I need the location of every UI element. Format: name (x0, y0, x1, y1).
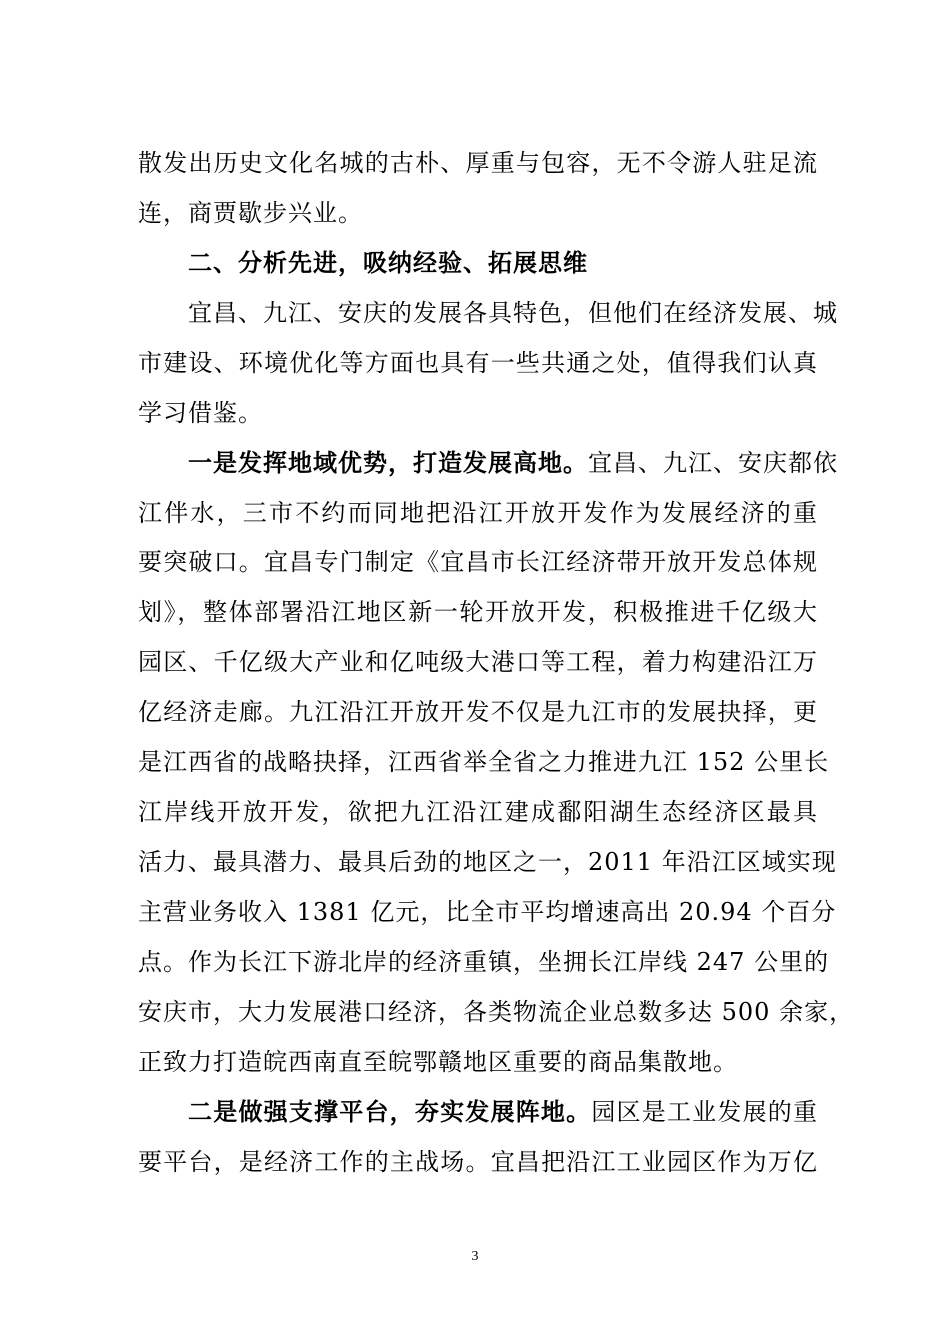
paragraph-line (138, 348, 818, 378)
paragraph-line (138, 947, 830, 977)
line-text: 学习借鉴。 (138, 399, 263, 427)
line-text: 划》，整体部署沿江地区新一轮开放开发，积极推进千亿级大 (138, 598, 818, 626)
line-text: 江伴水，三市不约而同地把沿江开放开发作为发展经济的重 (138, 499, 818, 527)
line-text: 连，商贾歇步兴业。 (138, 199, 363, 227)
line-text: 正致力打造皖西南直至皖鄂赣地区重要的商品集散地。 (138, 1048, 738, 1076)
line-text: 江岸线开放开发，欲把九江沿江建成鄱阳湖生态经济区最具 (138, 798, 818, 826)
paragraph-line (138, 1047, 818, 1077)
paragraph-line (138, 647, 818, 677)
line-text: 亿经济走廊。九江沿江开放开发不仅是九江市的发展抉择，更 (138, 698, 818, 726)
line-text: 点。作为长江下游北岸的经济重镇，坐拥长江岸线 247 公里的 (138, 948, 830, 976)
line-text: 市建设、环境优化等方面也具有一些共通之处，值得我们认真 (138, 349, 818, 377)
line-text: 要平台，是经济工作的主战场。宜昌把沿江工业园区作为万亿 (138, 1148, 818, 1176)
paragraph-line (138, 148, 818, 178)
paragraph-line (138, 897, 837, 927)
line-text: 散发出历史文化名城的古朴、厚重与包容，无不令游人驻足流 (138, 149, 818, 177)
line-text: 园区是工业发展的重 (591, 1098, 819, 1126)
paragraph-line (138, 498, 818, 528)
paragraph-line (138, 697, 818, 727)
paragraph-line (188, 1097, 818, 1127)
lead-sentence: 一是发挥地域优势，打造发展高地。 (188, 448, 588, 477)
line-text: 主营业务收入 1381 亿元，比全市平均增速高出 20.94 个百分 (138, 898, 837, 926)
line-text: 是江西省的战略抉择，江西省举全省之力推进九江 152 公里长 (138, 748, 830, 776)
paragraph-line (138, 997, 855, 1027)
line-text: 安庆市，大力发展港口经济，各类物流企业总数多达 500 余家， (138, 998, 855, 1026)
line-text: 宜昌、九江、安庆的发展各具特色，但他们在经济发展、城 (188, 299, 838, 327)
paragraph-line (138, 398, 818, 428)
page-number: 3 (471, 1249, 479, 1264)
paragraph-line (138, 1147, 818, 1177)
line-text: 宜昌、九江、安庆都依 (588, 449, 838, 477)
paragraph-line (138, 847, 837, 877)
heading-text: 二、分析先进，吸纳经验、拓展思维 (188, 248, 588, 277)
line-text: 园区、千亿级大产业和亿吨级大港口等工程，着力构建沿江万 (138, 648, 818, 676)
paragraph-line (138, 797, 818, 827)
section-heading (188, 248, 818, 278)
paragraph-line (138, 597, 818, 627)
paragraph-line (188, 298, 838, 328)
paragraph-line (138, 747, 830, 777)
line-text: 活力、最具潜力、最具后劲的地区之一，2011 年沿江区域实现 (138, 848, 837, 876)
line-text: 要突破口。宜昌专门制定《宜昌市长江经济带开放开发总体规 (138, 548, 818, 576)
lead-sentence: 二是做强支撑平台，夯实发展阵地。 (188, 1097, 592, 1126)
paragraph-line (138, 198, 818, 228)
paragraph-line (188, 448, 838, 478)
paragraph-line (138, 547, 818, 577)
